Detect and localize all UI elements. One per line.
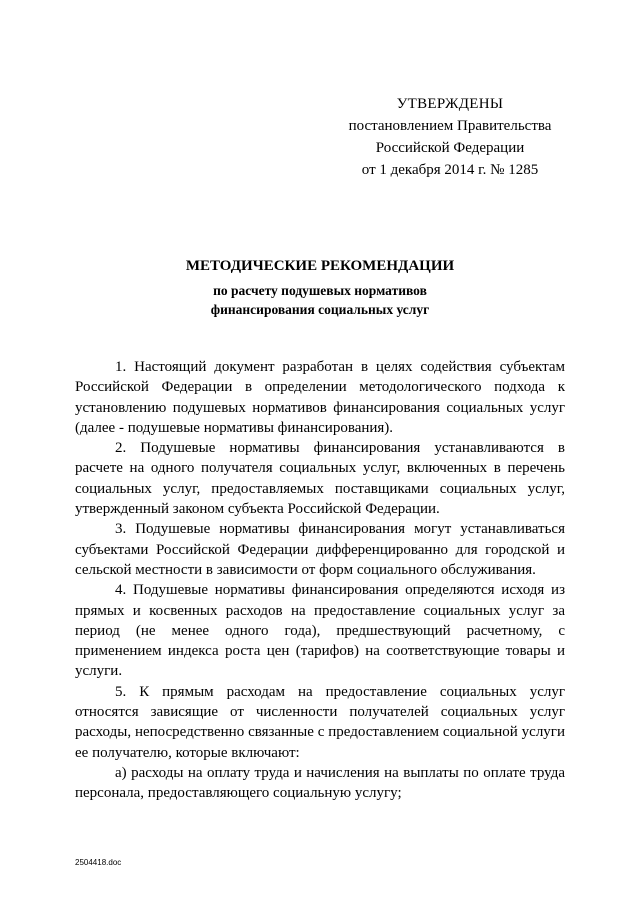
approval-block: [330, 93, 570, 181]
paragraph-5: 5. К прямым расходам на предоставление социальных услуг относятся зависящие от численности получателей социальных услуг расходы, непосредственно связанные с предоставлением социальной услуги ее получателю, которые включают:: [75, 683, 565, 761]
document-body: [75, 357, 565, 804]
paragraph-3: 3. Подушевые нормативы финансирования могут устанавливаться субъектами Российской Федерации дифференцированно для городской и сельской местности в зависимости от форм социального обслуживания.: [75, 521, 565, 578]
paragraph-2: 2. Подушевые нормативы финансирования устанавливаются в расчете на одного получателя социальных услуг, включенных в перечень социальных услуг, предоставляемых поставщиками социальных услуг, утвержденный законом субъекта Российской Федерации.: [75, 440, 565, 518]
footer-filename: 2504418.doc: [75, 858, 122, 867]
document-subtitle: [60, 281, 580, 319]
approval-line-1: постановлением Правительства: [348, 118, 552, 134]
paragraph-4: 4. Подушевые нормативы финансирования определяются исходя из прямых и косвенных расходов на предоставление социальных услуг за период (не менее одного года), предшествующий расчетному, с применением индекса роста цен (тарифов) на соответствующие товары и услуги.: [75, 582, 565, 680]
paragraph-5a: а) расходы на оплату труда и начисления на выплаты по оплате труда персонала, предоставляющего социальную услугу;: [75, 764, 565, 802]
subtitle-line-1: по расчету подушевых нормативов: [213, 283, 427, 298]
subtitle-line-2: финансирования социальных услуг: [210, 302, 430, 317]
approval-line-2: Российской Федерации: [375, 140, 525, 156]
approval-heading: УТВЕРЖДЕНЫ: [396, 96, 504, 112]
paragraph-1: 1. Настоящий документ разработан в целях содействия субъектам Российской Федерации в определении методологического подхода к установлению подушевых нормативов финансирования социальных услуг (далее - подушевые нормативы финансирования).: [75, 359, 565, 436]
document-title: МЕТОДИЧЕСКИЕ РЕКОМЕНДАЦИИ: [185, 258, 455, 274]
approval-line-3: от 1 декабря 2014 г. № 1285: [361, 162, 539, 178]
